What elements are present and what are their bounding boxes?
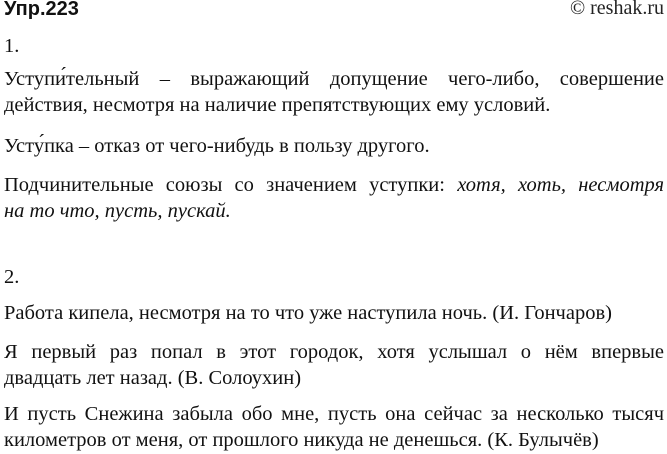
watermark: © reshak.ru — [569, 0, 664, 19]
conjunctions-line-1 — [4, 173, 664, 198]
definition-2: Усту́пка – отказ от чего-нибудь в пользу другого. — [4, 135, 430, 157]
example-sentence-3-line-2: километров от меня, от прошлого никуда не денешься. (К. Булычёв) — [4, 429, 599, 451]
definition-1-line-2: действия, несмотря на наличие препятствующих ему условий. — [4, 94, 551, 116]
page-header — [4, 0, 664, 24]
section-2-number: 2. — [4, 266, 20, 288]
example-sentence-1: Работа кипела, несмотря на то что уже наступила ночь. (И. Гончаров) — [4, 302, 612, 324]
section-1-number: 1. — [4, 35, 20, 57]
example-sentence-3-line-1: И пусть Снежина забыла обо мне, пусть она сейчас за несколько тысяч — [4, 403, 664, 425]
conjunctions-list-part-2: на то что, пусть, пускай. — [4, 200, 231, 222]
conjunctions-list-part-1: хотя, хоть, несмотря — [457, 174, 665, 196]
exercise-title: Упр.223 — [4, 0, 79, 20]
example-sentence-2-line-2: двадцать лет назад. (В. Солоухин) — [4, 367, 302, 389]
definition-1-line-1: Уступи́тельный – выражающий допущение чего-либо, совершение — [4, 68, 664, 90]
conjunctions-intro: Подчинительные союзы со значением уступки: — [4, 174, 445, 196]
example-sentence-2-line-1: Я первый раз попал в этот городок, хотя услышал о нём впервые — [4, 341, 664, 363]
